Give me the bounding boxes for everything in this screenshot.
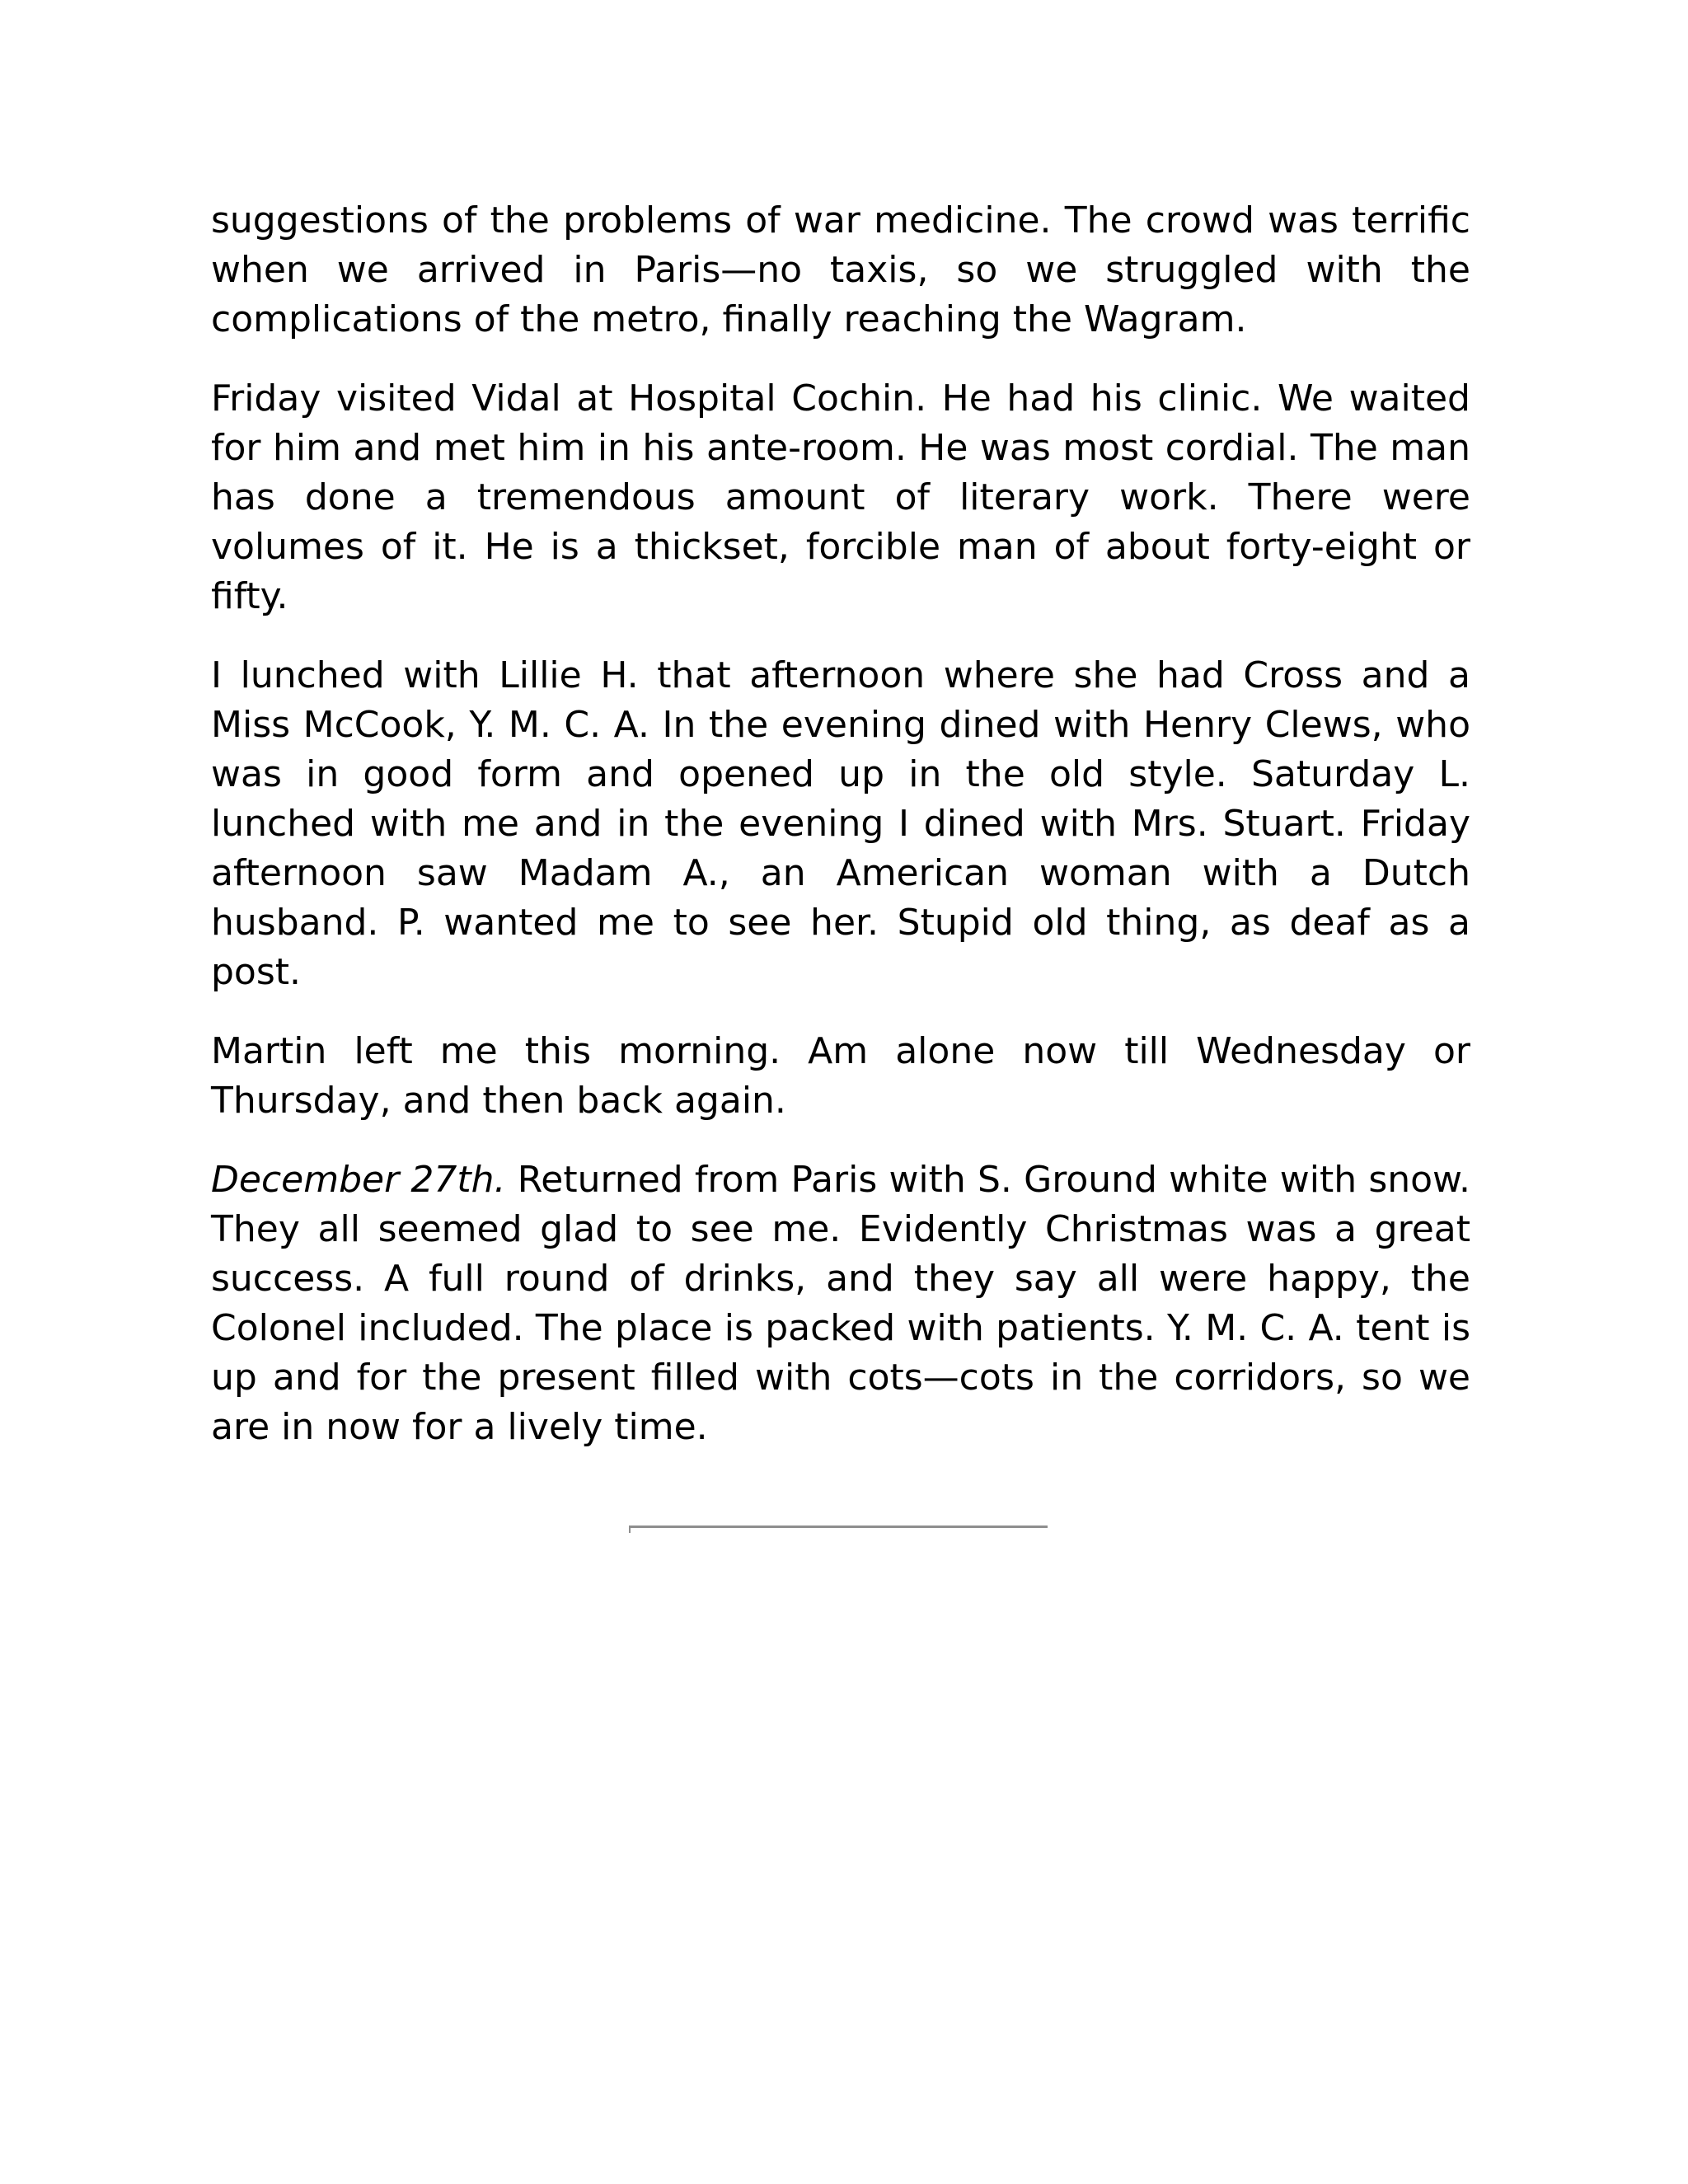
paragraph-2-text: Friday visited Vidal at Hospital Cochin. He had his clinic. We waited for him and met him in his ante-room. He was most cordial. The man has done a tremendous amount of literary work. There were volumes of it. He is a thickset, forcible man of about forty-eight or fifty. xyxy=(211,377,1470,617)
paragraph-1 xyxy=(211,196,1470,344)
paragraph-5 xyxy=(211,1155,1470,1452)
paragraph-4 xyxy=(211,1027,1470,1126)
paragraph-2 xyxy=(211,374,1470,621)
paragraph-1-text: suggestions of the problems of war medicine. The crowd was terrific when we arrived in Paris—no taxis, so we struggled with the complications of the metro, finally reaching the Wagram. xyxy=(211,199,1470,340)
body-text xyxy=(211,196,1470,1452)
paragraph-4-text: Martin left me this morning. Am alone now till Wednesday or Thursday, and then back again. xyxy=(211,1030,1470,1122)
paragraph-3-text: I lunched with Lillie H. that afternoon where she had Cross and a Miss McCook, Y. M. C. A. In the evening dined with Henry Clews, who was in good form and opened up in the old style. Saturday L. lunched with me and in the evening I dined with Mrs. Stuart. Friday afternoon saw Madam A., an American woman with a Dutch husband. P. wanted me to see her. Stupid old thing, as deaf as a post. xyxy=(211,654,1470,993)
paragraph-3 xyxy=(211,651,1470,997)
section-divider xyxy=(629,1526,1048,1528)
entry-date: December 27th. xyxy=(211,1159,506,1201)
paragraph-5-text: Returned from Paris with S. Ground white with snow. They all seemed glad to see me. Evidently Christmas was a great success. A full round of drinks, and they say all were happy, the Colonel included. The place is packed with patients. Y. M. C. A. tent is up and for the present filled with cots—cots in the corridors, so we are in now for a lively time. xyxy=(211,1159,1470,1448)
